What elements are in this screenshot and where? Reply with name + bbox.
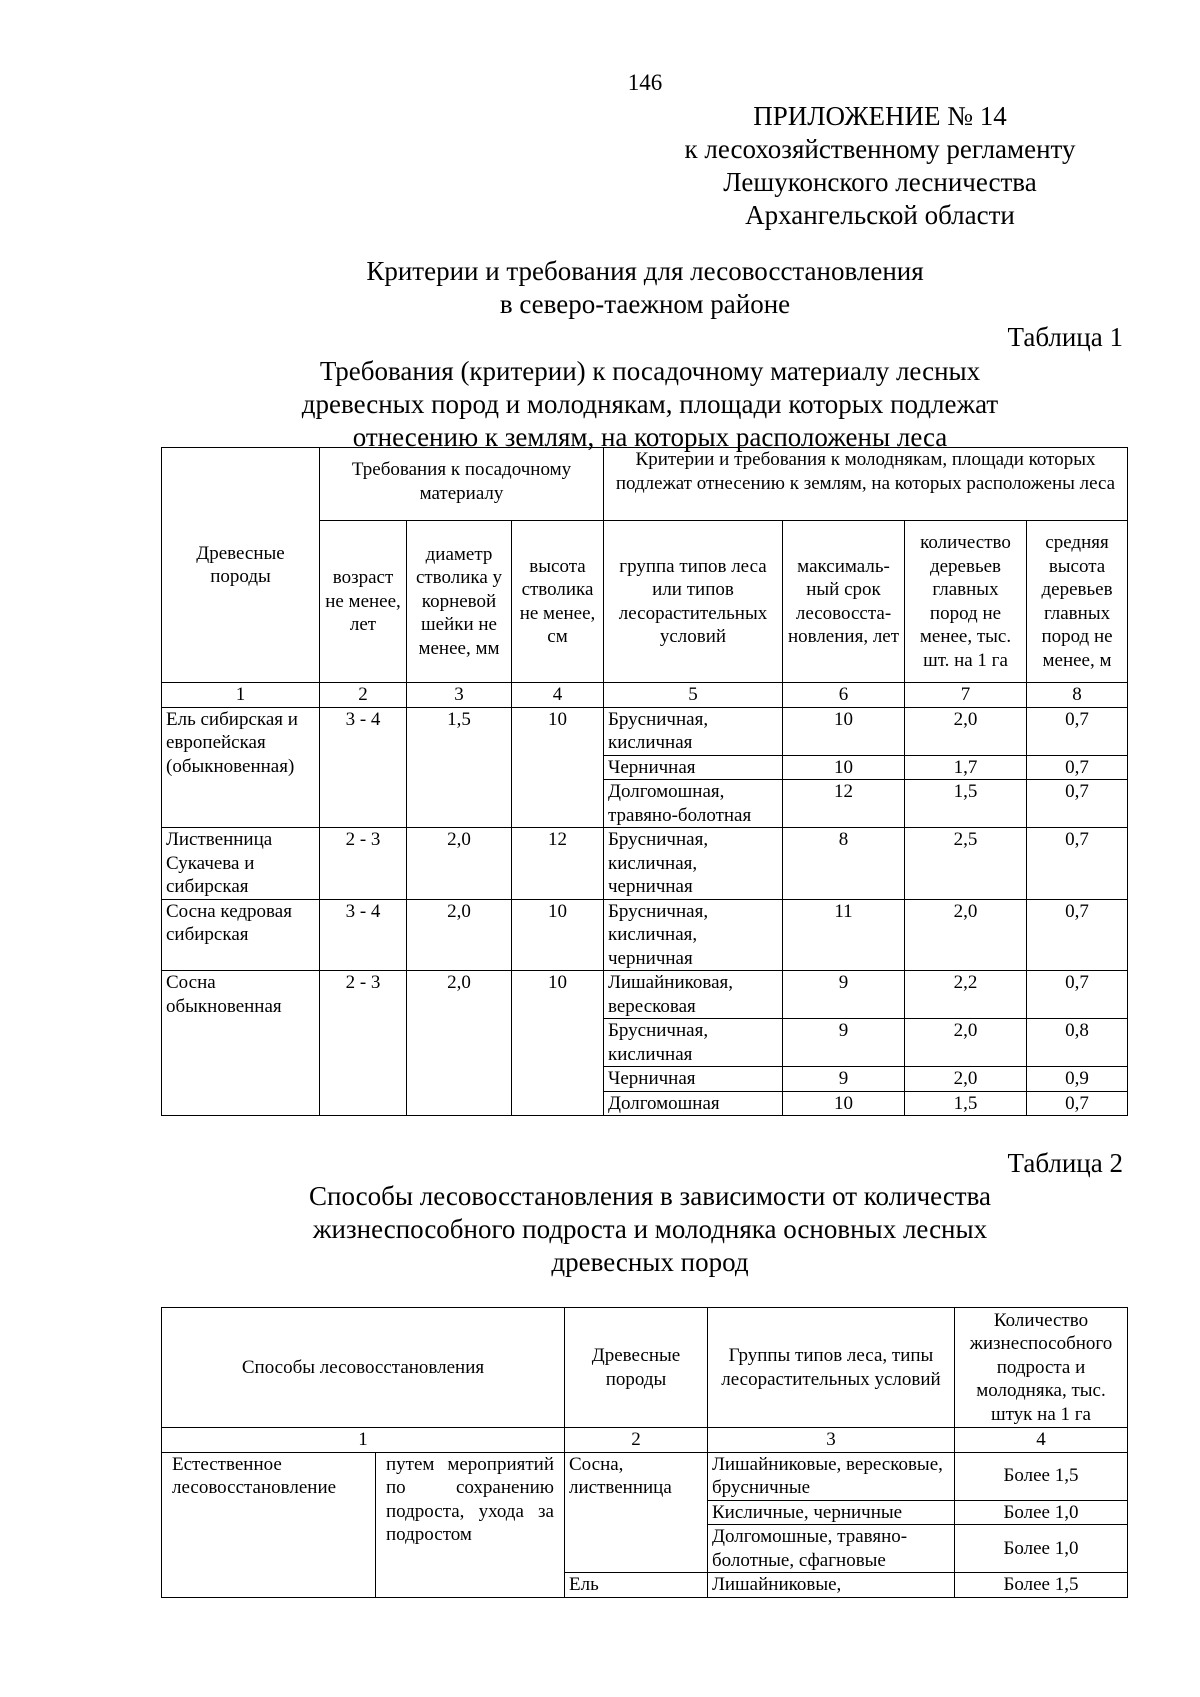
height-cell: 10 bbox=[512, 707, 604, 828]
term-cell: 8 bbox=[783, 828, 905, 900]
title-line: Критерии и требования для лесовосстановления bbox=[366, 256, 924, 286]
header-height: высота стволика не менее, см bbox=[512, 521, 604, 683]
table-row bbox=[162, 899, 1128, 971]
group-cell: Лишайниковые, вересковые, брусничные bbox=[708, 1452, 955, 1500]
page-number: 146 bbox=[627, 70, 663, 95]
species-cell: Сосна, лиственница bbox=[565, 1452, 708, 1573]
quantity-cell: Более 1,0 bbox=[955, 1500, 1128, 1525]
forest-type-cell: Брусничная, кисличная, черничная bbox=[604, 899, 783, 971]
col-number: 7 bbox=[905, 683, 1027, 708]
age-cell: 3 - 4 bbox=[320, 707, 407, 828]
table-row bbox=[162, 971, 1128, 1019]
table-row bbox=[162, 1452, 1128, 1500]
term-cell: 10 bbox=[783, 755, 905, 780]
col-number: 4 bbox=[955, 1428, 1128, 1453]
species-cell: Ель bbox=[565, 1573, 708, 1598]
avg-height-cell: 0,7 bbox=[1027, 755, 1128, 780]
header-groups: Группы типов леса, типы лесорастительных условий bbox=[708, 1308, 955, 1428]
forest-type-cell: Черничная bbox=[604, 1067, 783, 1092]
forest-type-cell: Брусничная, кисличная, черничная bbox=[604, 828, 783, 900]
table-row bbox=[162, 828, 1128, 900]
forest-type-cell: Черничная bbox=[604, 755, 783, 780]
count-cell: 2,5 bbox=[905, 828, 1027, 900]
col-number: 1 bbox=[162, 683, 320, 708]
caption-line: жизнеспособного подроста и молодняка основных лесных bbox=[312, 1214, 988, 1244]
height-cell: 12 bbox=[512, 828, 604, 900]
caption-line: отнесению к землям, на которых расположены леса bbox=[352, 422, 948, 452]
avg-height-cell: 0,7 bbox=[1027, 828, 1128, 900]
title-line: в северо-таежном районе bbox=[499, 289, 791, 319]
species-cell: Ель сибирская и европейская (обыкновенная) bbox=[162, 707, 320, 828]
group-cell: Лишайниковые, bbox=[708, 1573, 955, 1598]
group-cell: Долгомошные, травяно-болотные, сфагновые bbox=[708, 1525, 955, 1573]
avg-height-cell: 0,9 bbox=[1027, 1067, 1128, 1092]
count-cell: 2,2 bbox=[905, 971, 1027, 1019]
diameter-cell: 2,0 bbox=[407, 899, 512, 971]
group-cell: Кисличные, черничные bbox=[708, 1500, 955, 1525]
forest-type-cell: Долгомошная bbox=[604, 1091, 783, 1116]
avg-height-cell: 0,7 bbox=[1027, 780, 1128, 828]
appendix-line: к лесохозяйственному регламенту bbox=[684, 134, 1076, 164]
header-diameter: диаметр стволика у корневой шейки не менее, мм bbox=[407, 521, 512, 683]
col-number: 8 bbox=[1027, 683, 1128, 708]
col-number: 3 bbox=[407, 683, 512, 708]
term-cell: 9 bbox=[783, 1019, 905, 1067]
term-cell: 9 bbox=[783, 971, 905, 1019]
header-young-group: Критерии и требования к молоднякам, площади которых подлежат отнесению к землям, на которых расположены леса bbox=[604, 448, 1128, 521]
term-cell: 11 bbox=[783, 899, 905, 971]
header-method: Способы лесовосстановления bbox=[162, 1308, 565, 1428]
count-cell: 1,5 bbox=[905, 780, 1027, 828]
appendix-line: ПРИЛОЖЕНИЕ № 14 bbox=[753, 101, 1007, 131]
submethod-cell: путем мероприятий по сохранению подроста, ухода за подростом bbox=[376, 1452, 565, 1597]
header-count: количество деревьев главных пород не менее, тыс. шт. на 1 га bbox=[905, 521, 1027, 683]
quantity-cell: Более 1,5 bbox=[955, 1452, 1128, 1500]
height-cell: 10 bbox=[512, 899, 604, 971]
table-row bbox=[162, 707, 1128, 755]
header-term: максималь-ный срок лесовосста-новления, лет bbox=[783, 521, 905, 683]
term-cell: 9 bbox=[783, 1067, 905, 1092]
count-cell: 1,5 bbox=[905, 1091, 1027, 1116]
height-cell: 10 bbox=[512, 971, 604, 1116]
header-species: Древесные породы bbox=[162, 448, 320, 683]
forest-type-cell: Лишайниковая, вересковая bbox=[604, 971, 783, 1019]
count-cell: 2,0 bbox=[905, 707, 1027, 755]
header-forest-type: группа типов леса или типов лесорастительных условий bbox=[604, 521, 783, 683]
header-quantity: Количество жизнеспособного подроста и молодняка, тыс. штук на 1 га bbox=[955, 1308, 1128, 1428]
table2-label: Таблица 2 bbox=[1007, 1148, 1123, 1178]
table2 bbox=[161, 1307, 1128, 1598]
caption-line: древесных пород и молоднякам, площади которых подлежат bbox=[301, 389, 999, 419]
table1 bbox=[161, 447, 1128, 1116]
caption-line: древесных пород bbox=[551, 1247, 749, 1277]
count-cell: 2,0 bbox=[905, 1019, 1027, 1067]
age-cell: 2 - 3 bbox=[320, 828, 407, 900]
forest-type-cell: Долгомошная, травяно-болотная bbox=[604, 780, 783, 828]
quantity-cell: Более 1,0 bbox=[955, 1525, 1128, 1573]
col-number: 1 bbox=[162, 1428, 565, 1453]
col-number: 2 bbox=[565, 1428, 708, 1453]
avg-height-cell: 0,7 bbox=[1027, 1091, 1128, 1116]
avg-height-cell: 0,7 bbox=[1027, 707, 1128, 755]
diameter-cell: 2,0 bbox=[407, 828, 512, 900]
term-cell: 10 bbox=[783, 707, 905, 755]
appendix-header bbox=[640, 100, 1120, 232]
header-planting-group: Требования к посадочному материалу bbox=[320, 448, 604, 521]
header-species: Древесные породы bbox=[565, 1308, 708, 1428]
diameter-cell: 1,5 bbox=[407, 707, 512, 828]
avg-height-cell: 0,7 bbox=[1027, 899, 1128, 971]
age-cell: 2 - 3 bbox=[320, 971, 407, 1116]
species-cell: Сосна кедровая сибирская bbox=[162, 899, 320, 971]
quantity-cell: Более 1,5 bbox=[955, 1573, 1128, 1598]
col-number: 6 bbox=[783, 683, 905, 708]
count-cell: 2,0 bbox=[905, 899, 1027, 971]
col-number: 5 bbox=[604, 683, 783, 708]
table2-caption bbox=[160, 1180, 1140, 1279]
species-cell: Лиственница Сукачева и сибирская bbox=[162, 828, 320, 900]
avg-height-cell: 0,7 bbox=[1027, 971, 1128, 1019]
header-age: возраст не менее, лет bbox=[320, 521, 407, 683]
avg-height-cell: 0,8 bbox=[1027, 1019, 1128, 1067]
col-number: 3 bbox=[708, 1428, 955, 1453]
col-number: 4 bbox=[512, 683, 604, 708]
appendix-line: Архангельской области bbox=[745, 200, 1015, 230]
header-avg-height: средняя высота деревьев главных пород не менее, м bbox=[1027, 521, 1128, 683]
col-number: 2 bbox=[320, 683, 407, 708]
forest-type-cell: Брусничная, кисличная bbox=[604, 1019, 783, 1067]
age-cell: 3 - 4 bbox=[320, 899, 407, 971]
table1-caption bbox=[160, 355, 1140, 454]
count-cell: 1,7 bbox=[905, 755, 1027, 780]
forest-type-cell: Брусничная, кисличная bbox=[604, 707, 783, 755]
appendix-line: Лешуконского лесничества bbox=[723, 167, 1037, 197]
table1-label: Таблица 1 bbox=[1007, 322, 1123, 352]
species-cell: Сосна обыкновенная bbox=[162, 971, 320, 1116]
caption-line: Требования (критерии) к посадочному материалу лесных bbox=[319, 356, 981, 386]
term-cell: 10 bbox=[783, 1091, 905, 1116]
method-cell: Естественное лесовосстановление bbox=[162, 1452, 376, 1597]
caption-line: Способы лесовосстановления в зависимости от количества bbox=[309, 1181, 991, 1211]
diameter-cell: 2,0 bbox=[407, 971, 512, 1116]
document-title bbox=[0, 255, 1200, 321]
term-cell: 12 bbox=[783, 780, 905, 828]
count-cell: 2,0 bbox=[905, 1067, 1027, 1092]
